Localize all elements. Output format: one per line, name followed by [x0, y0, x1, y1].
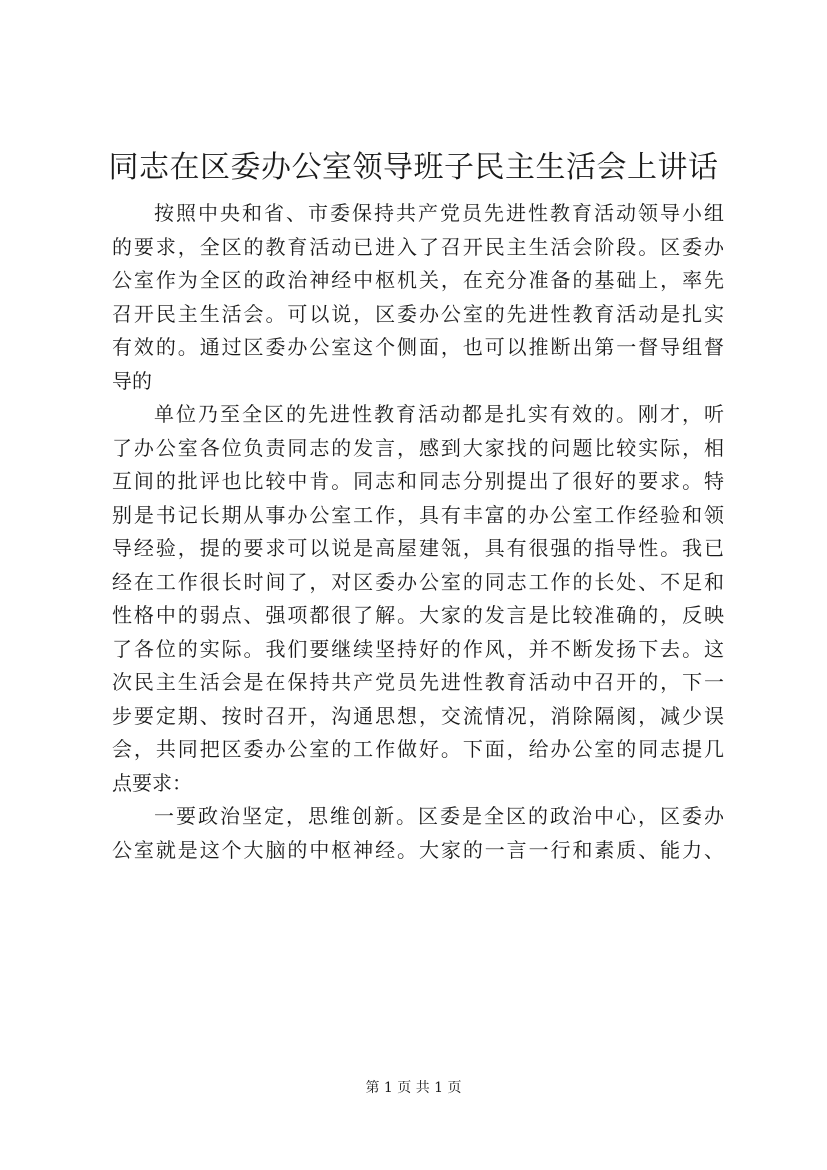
text-line: 点要求：: [112, 770, 192, 795]
text-line: 了办公室各位负责同志的发言，感到大家找的问题比较实际，相: [112, 435, 724, 460]
paragraph-3: [112, 800, 724, 867]
document-body: [112, 197, 724, 867]
text-line: 别是书记长期从事办公室工作，具有丰富的办公室工作经验和领: [112, 502, 724, 527]
text-line: 性格中的弱点、强项都很了解。大家的发言是比较准确的，反映: [112, 603, 724, 627]
text-line: 召开民主生活会。可以说，区委办公室的先进性教育活动是扎实: [112, 301, 724, 326]
text-line: 公室就是这个大脑的中枢神经。大家的一言一行和素质、能力、: [112, 837, 724, 862]
text-line: 互间的批评也比较中肯。同志和同志分别提出了很好的要求。特: [112, 469, 724, 493]
document-title: 同志在区委办公室领导班子民主生活会上讲话: [108, 150, 719, 185]
text-line: 公室作为全区的政治神经中枢机关，在充分准备的基础上，率先: [112, 268, 724, 292]
text-line: 步要定期、按时召开，沟通思想，交流情况，消除隔阂，减少误: [112, 703, 724, 728]
text-line: 导的: [112, 368, 152, 393]
text-line: 导经验，提的要求可以说是高屋建瓴，具有很强的指导性。我已: [112, 536, 724, 560]
page-number-footer: 第 1 页 共 1 页: [365, 1080, 462, 1096]
text-line: 单位乃至全区的先进性教育活动都是扎实有效的。刚才，听: [154, 402, 724, 426]
text-line: 按照中央和省、市委保持共产党员先进性教育活动领导小组: [154, 201, 724, 225]
text-line: 次民主生活会是在保持共产党员先进性教育活动中召开的，下一: [112, 670, 724, 694]
text-line: 了各位的实际。我们要继续坚持好的作风，并不断发扬下去。这: [112, 636, 724, 661]
text-line: 有效的。通过区委办公室这个侧面，也可以推断出第一督导组督: [112, 335, 724, 359]
text-line: 一要政治坚定，思维创新。区委是全区的政治中心，区委办: [154, 804, 724, 828]
text-line: 会，共同把区委办公室的工作做好。下面，给办公室的同志提几: [112, 737, 724, 761]
paragraph-2: [112, 398, 724, 800]
text-line: 经在工作很长时间了，对区委办公室的同志工作的长处、不足和: [112, 569, 724, 594]
text-line: 的要求，全区的教育活动已进入了召开民主生活会阶段。区委办: [112, 234, 724, 259]
paragraph-1: [112, 197, 724, 398]
